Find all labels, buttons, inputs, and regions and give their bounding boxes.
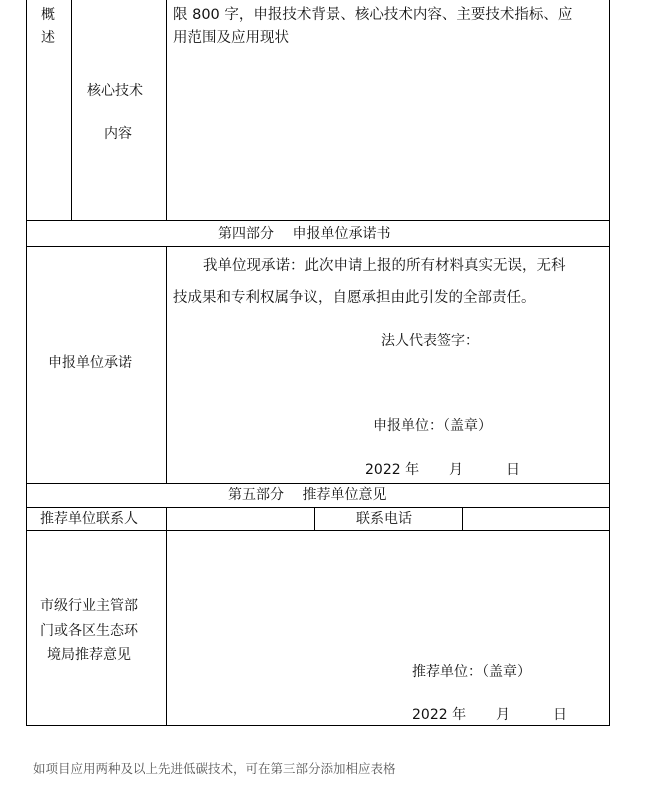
grid-line bbox=[26, 220, 610, 221]
part5-date-day: 日 bbox=[553, 707, 567, 723]
legal-rep-signature-label: 法人代表签字： bbox=[381, 333, 479, 349]
part5-date-year: 2022 年 bbox=[412, 707, 467, 723]
grid-line bbox=[26, 0, 27, 726]
applicant-unit-seal-label: 申报单位：（盖章） bbox=[373, 418, 492, 434]
grid-line bbox=[166, 0, 167, 221]
grid-line bbox=[314, 507, 315, 531]
grid-line bbox=[462, 507, 463, 531]
core-tech-label-1: 核心技术 bbox=[87, 83, 143, 99]
grid-line bbox=[71, 0, 72, 221]
grid-line bbox=[26, 246, 610, 247]
contact-person-field[interactable] bbox=[172, 512, 308, 527]
contact-phone-field[interactable] bbox=[468, 512, 604, 527]
overview-label-1: 概 bbox=[41, 7, 55, 23]
overview-label-2: 述 bbox=[41, 30, 55, 46]
grid-line bbox=[166, 246, 167, 484]
contact-phone-label: 联系电话 bbox=[356, 511, 412, 527]
grid-line bbox=[26, 725, 610, 726]
opinion-label-1: 市级行业主管部 bbox=[40, 598, 138, 614]
recommend-unit-seal-label: 推荐单位：（盖章） bbox=[412, 664, 531, 680]
grid-line bbox=[26, 483, 610, 484]
grid-line bbox=[26, 530, 610, 531]
part4-date-year: 2022 年 bbox=[365, 462, 420, 478]
part4-label: 申报单位承诺 bbox=[48, 355, 132, 371]
grid-line bbox=[609, 0, 610, 726]
grid-line bbox=[166, 530, 167, 726]
grid-line bbox=[166, 507, 167, 531]
core-tech-label-2: 内容 bbox=[104, 126, 132, 142]
part5-date-month: 月 bbox=[496, 707, 510, 723]
grid-line bbox=[26, 507, 610, 508]
part4-date-month: 月 bbox=[449, 462, 463, 478]
footnote: 如项目应用两种及以上先进低碳技术，可在第三部分添加相应表格 bbox=[33, 761, 396, 776]
promise-line-2: 技成果和专利权属争议，自愿承担由此引发的全部责任。 bbox=[173, 290, 536, 306]
part4-date-day: 日 bbox=[506, 462, 520, 478]
part5-heading: 第五部分 推荐单位意见 bbox=[228, 487, 387, 503]
promise-line-1: 我单位现承诺：此次申请上报的所有材料真实无误，无科 bbox=[203, 258, 566, 274]
part4-heading: 第四部分 申报单位承诺书 bbox=[218, 226, 391, 242]
contact-person-label: 推荐单位联系人 bbox=[40, 511, 138, 527]
overview-content-line-1: 限 800 字，申报技术背景、核心技术内容、主要技术指标、应 bbox=[173, 7, 573, 23]
overview-content-line-2: 用范围及应用现状 bbox=[173, 30, 289, 46]
opinion-label-3: 境局推荐意见 bbox=[47, 647, 131, 663]
opinion-label-2: 门或各区生态环 bbox=[40, 623, 138, 639]
